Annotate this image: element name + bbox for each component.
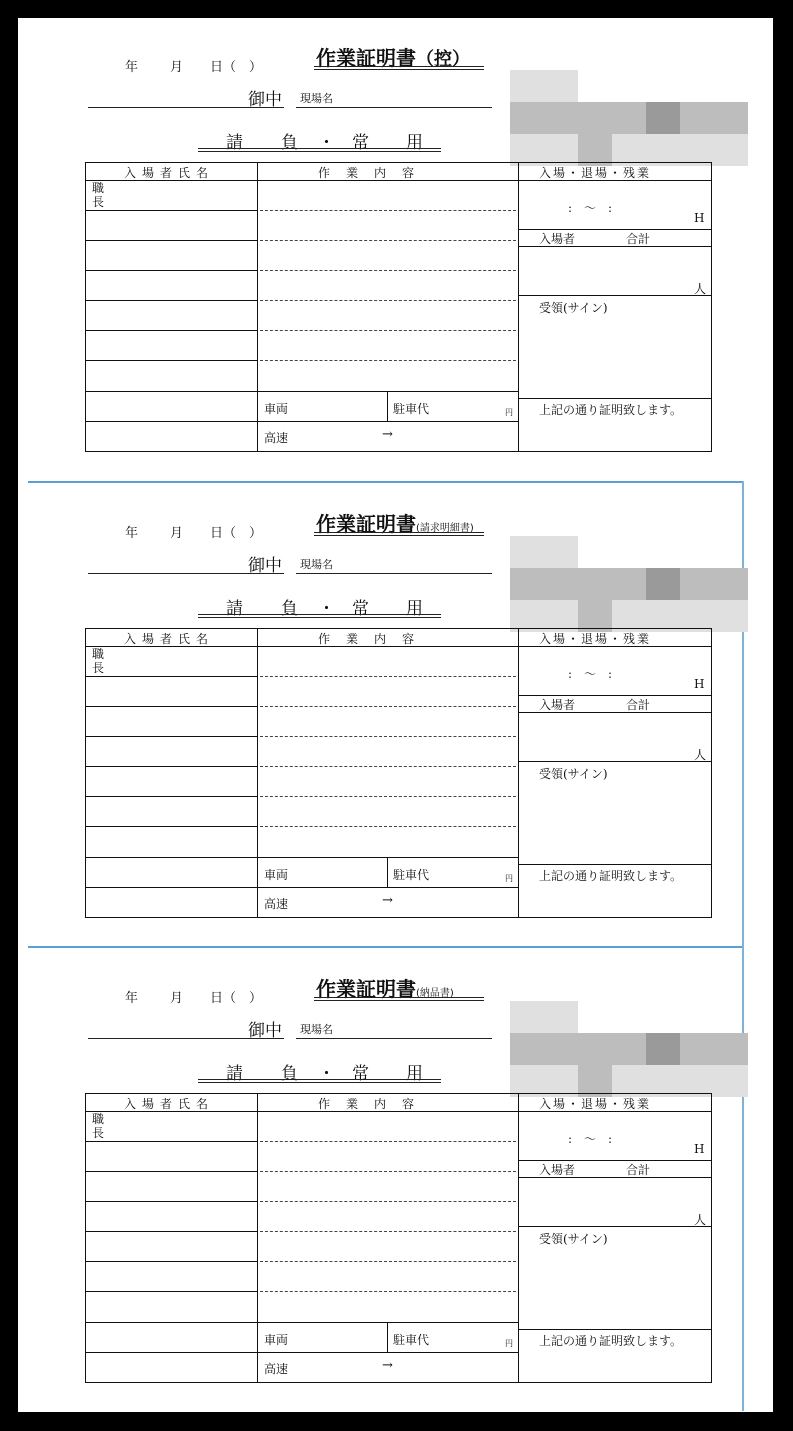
header-entrant-names: 入場者氏名 xyxy=(124,632,215,646)
time-range-label: : 〜 : xyxy=(568,201,613,215)
category-separator: ・ xyxy=(318,1064,336,1084)
slip-3 xyxy=(0,931,793,1401)
category-underline xyxy=(198,614,441,618)
stamp-cell xyxy=(612,536,646,568)
form-title-text: 作業証明書 xyxy=(316,512,416,536)
header-entry-exit-overtime: 入場・退場・残業 xyxy=(539,1097,652,1111)
col-divider xyxy=(518,163,519,451)
highway-label: 高速 xyxy=(264,431,289,445)
client-name-line[interactable] xyxy=(88,107,284,108)
stamp-cell xyxy=(680,102,714,134)
category-separator: ・ xyxy=(318,599,336,619)
stamp-cell xyxy=(510,1001,544,1033)
site-name-label: 現場名 xyxy=(300,92,333,105)
yen-unit: 円 xyxy=(505,408,513,417)
stamp-cell xyxy=(714,1001,748,1033)
stamp-cell xyxy=(544,102,578,134)
hours-unit: H xyxy=(694,211,705,225)
col-divider xyxy=(518,1094,519,1382)
category-joyo-1: 常 xyxy=(352,1064,370,1084)
row-divider xyxy=(86,421,518,422)
category-underline xyxy=(198,1079,441,1083)
work-line[interactable] xyxy=(260,330,516,331)
site-name-line[interactable] xyxy=(296,107,492,108)
col-divider xyxy=(257,629,258,917)
certification-text: 上記の通り証明致します。 xyxy=(539,869,683,883)
category-ukeoi-2: 負 xyxy=(281,1064,299,1084)
row-divider xyxy=(86,1171,257,1172)
date-day-label: 日（ ） xyxy=(210,526,263,541)
vehicle-label: 車両 xyxy=(264,868,289,882)
yen-unit: 円 xyxy=(505,1339,513,1348)
col-divider xyxy=(257,1094,258,1382)
site-name-line[interactable] xyxy=(296,573,492,574)
site-name-label: 現場名 xyxy=(300,1023,333,1036)
work-line[interactable] xyxy=(260,240,516,241)
receipt-signature-label: 受領(サイン) xyxy=(539,1232,608,1246)
parking-fee-label: 駐車代 xyxy=(393,868,430,882)
category-ukeoi-1: 請 xyxy=(226,133,244,153)
row-divider xyxy=(86,1231,257,1232)
date-month-label: 月 xyxy=(170,60,184,75)
form-title-text: 作業証明書 xyxy=(316,46,416,70)
stamp-cell xyxy=(510,1033,544,1065)
row-divider xyxy=(86,1201,257,1202)
onchu-label: 御中 xyxy=(248,90,282,110)
stamp-cell xyxy=(680,1001,714,1033)
work-line[interactable] xyxy=(260,1171,516,1172)
stamp-cell xyxy=(544,1001,578,1033)
stamp-cell xyxy=(510,102,544,134)
highway-label: 高速 xyxy=(264,1362,289,1376)
highway-arrow: → xyxy=(382,893,393,908)
col-divider xyxy=(387,1322,388,1352)
date-month-label: 月 xyxy=(170,526,184,541)
stamp-cell xyxy=(714,568,748,600)
row-divider xyxy=(518,761,711,762)
row-divider xyxy=(86,676,257,677)
stamp-cell xyxy=(714,102,748,134)
people-unit: 人 xyxy=(694,1213,707,1227)
stamp-row xyxy=(510,102,748,134)
site-name-label: 現場名 xyxy=(300,558,333,571)
yen-unit: 円 xyxy=(505,874,513,883)
category-separator: ・ xyxy=(318,133,336,153)
category-joyo-1: 常 xyxy=(352,133,370,153)
work-line[interactable] xyxy=(260,1231,516,1232)
certification-text: 上記の通り証明致します。 xyxy=(539,1334,683,1348)
stamp-cell xyxy=(714,134,748,166)
slip-2 xyxy=(0,466,793,936)
work-line[interactable] xyxy=(260,676,516,677)
stamp-cell xyxy=(680,1033,714,1065)
row-divider xyxy=(86,360,257,361)
work-line[interactable] xyxy=(260,1141,516,1142)
stamp-cell xyxy=(646,70,680,102)
company-stamp-blurred xyxy=(510,70,748,166)
site-name-line[interactable] xyxy=(296,1038,492,1039)
stamp-cell xyxy=(612,102,646,134)
stamp-row xyxy=(510,1001,748,1033)
entrants-label: 入場者 xyxy=(539,1163,576,1177)
stamp-cell xyxy=(646,568,680,600)
entrants-label: 入場者 xyxy=(539,698,576,712)
row-divider xyxy=(86,1141,257,1142)
company-stamp-blurred xyxy=(510,1001,748,1097)
row-divider xyxy=(86,796,257,797)
stamp-cell xyxy=(612,1001,646,1033)
date-year-label: 年 xyxy=(125,60,139,75)
entrants-label: 入場者 xyxy=(539,232,576,246)
date-day-label: 日（ ） xyxy=(210,60,263,75)
stamp-row xyxy=(510,1033,748,1065)
stamp-cell xyxy=(714,70,748,102)
row-divider xyxy=(86,1261,257,1262)
highway-label: 高速 xyxy=(264,897,289,911)
date-year-label: 年 xyxy=(125,991,139,1006)
time-range-label: : 〜 : xyxy=(568,1132,613,1146)
header-entry-exit-overtime: 入場・退場・残業 xyxy=(539,632,652,646)
date-year-label: 年 xyxy=(125,526,139,541)
work-line[interactable] xyxy=(260,796,516,797)
stamp-cell xyxy=(680,536,714,568)
col-divider xyxy=(257,163,258,451)
stamp-row xyxy=(510,70,748,102)
onchu-label: 御中 xyxy=(248,556,282,576)
row-divider xyxy=(86,1322,518,1323)
total-label: 合計 xyxy=(626,1163,651,1177)
total-label: 合計 xyxy=(626,698,651,712)
stamp-row xyxy=(510,568,748,600)
stamp-cell xyxy=(510,568,544,600)
hours-unit: H xyxy=(694,1142,705,1156)
row-divider xyxy=(86,887,518,888)
stamp-cell xyxy=(544,70,578,102)
date-month-label: 月 xyxy=(170,991,184,1006)
work-line[interactable] xyxy=(260,766,516,767)
form-subtitle: （控） xyxy=(416,49,470,70)
category-joyo-2: 用 xyxy=(406,599,424,619)
work-line[interactable] xyxy=(260,1201,516,1202)
form-subtitle: (納品書) xyxy=(416,988,454,999)
row-divider xyxy=(86,391,518,392)
foreman-label: 職 長 xyxy=(92,1112,105,1140)
stamp-cell xyxy=(646,1001,680,1033)
stamp-cell xyxy=(646,536,680,568)
row-divider xyxy=(86,706,257,707)
vehicle-label: 車両 xyxy=(264,1333,289,1347)
stamp-cell xyxy=(714,1033,748,1065)
row-divider xyxy=(86,857,518,858)
highway-arrow: → xyxy=(382,427,393,442)
category-ukeoi-2: 負 xyxy=(281,133,299,153)
stamp-cell xyxy=(714,1065,748,1097)
stamp-cell xyxy=(578,1033,612,1065)
category-ukeoi-1: 請 xyxy=(226,599,244,619)
stamp-cell xyxy=(544,568,578,600)
people-unit: 人 xyxy=(694,282,707,296)
header-entry-exit-overtime: 入場・退場・残業 xyxy=(539,166,652,180)
total-label: 合計 xyxy=(626,232,651,246)
work-line[interactable] xyxy=(260,1291,516,1292)
row-divider xyxy=(86,766,257,767)
stamp-cell xyxy=(578,102,612,134)
col-divider xyxy=(387,391,388,421)
work-line[interactable] xyxy=(260,736,516,737)
stamp-cell xyxy=(714,600,748,632)
category-ukeoi-2: 負 xyxy=(281,599,299,619)
hours-unit: H xyxy=(694,677,705,691)
row-divider xyxy=(518,1226,711,1227)
stamp-cell xyxy=(612,70,646,102)
stamp-cell xyxy=(578,70,612,102)
stamp-cell xyxy=(510,70,544,102)
title-underline xyxy=(314,997,484,1001)
row-divider xyxy=(86,210,257,211)
stamp-cell xyxy=(680,568,714,600)
row-divider xyxy=(518,1329,711,1330)
category-joyo-2: 用 xyxy=(406,1064,424,1084)
receipt-signature-label: 受領(サイン) xyxy=(539,767,608,781)
work-line[interactable] xyxy=(260,706,516,707)
row-divider xyxy=(86,270,257,271)
row-divider xyxy=(518,398,711,399)
work-table xyxy=(85,162,712,452)
certification-text: 上記の通り証明致します。 xyxy=(539,403,683,417)
row-divider xyxy=(86,826,257,827)
vehicle-label: 車両 xyxy=(264,402,289,416)
work-line[interactable] xyxy=(260,826,516,827)
time-range-label: : 〜 : xyxy=(568,667,613,681)
stamp-cell xyxy=(510,536,544,568)
slip-1 xyxy=(0,0,793,470)
row-divider xyxy=(86,300,257,301)
work-line[interactable] xyxy=(260,210,516,211)
row-divider xyxy=(518,864,711,865)
col-divider xyxy=(387,857,388,887)
work-table xyxy=(85,1093,712,1383)
category-joyo-1: 常 xyxy=(352,599,370,619)
parking-fee-label: 駐車代 xyxy=(393,402,430,416)
company-stamp-blurred xyxy=(510,536,748,632)
client-name-line[interactable] xyxy=(88,573,284,574)
stamp-cell xyxy=(544,536,578,568)
work-line[interactable] xyxy=(260,300,516,301)
row-divider xyxy=(86,1291,257,1292)
category-joyo-2: 用 xyxy=(406,133,424,153)
row-divider xyxy=(86,1352,518,1353)
header-entrant-names: 入場者氏名 xyxy=(124,1097,215,1111)
stamp-cell xyxy=(544,1033,578,1065)
stamp-cell xyxy=(646,1033,680,1065)
row-divider xyxy=(86,240,257,241)
row-divider xyxy=(518,295,711,296)
form-subtitle: (請求明細書) xyxy=(416,523,474,534)
highway-arrow: → xyxy=(382,1358,393,1373)
foreman-label: 職 長 xyxy=(92,647,105,675)
row-divider xyxy=(86,736,257,737)
category-underline xyxy=(198,148,441,152)
stamp-cell xyxy=(612,1033,646,1065)
title-underline xyxy=(314,66,484,70)
stamp-cell xyxy=(680,70,714,102)
receipt-signature-label: 受領(サイン) xyxy=(539,301,608,315)
people-unit: 人 xyxy=(694,748,707,762)
stamp-cell xyxy=(578,568,612,600)
stamp-cell xyxy=(578,1001,612,1033)
stamp-cell xyxy=(578,536,612,568)
parking-fee-label: 駐車代 xyxy=(393,1333,430,1347)
stamp-cell xyxy=(714,536,748,568)
work-line[interactable] xyxy=(260,270,516,271)
header-work-content: 作 業 内 容 xyxy=(318,1097,417,1111)
work-line[interactable] xyxy=(260,1261,516,1262)
stamp-row xyxy=(510,536,748,568)
header-work-content: 作 業 内 容 xyxy=(318,166,417,180)
client-name-line[interactable] xyxy=(88,1038,284,1039)
work-table xyxy=(85,628,712,918)
header-entrant-names: 入場者氏名 xyxy=(124,166,215,180)
stamp-cell xyxy=(646,102,680,134)
row-divider xyxy=(86,330,257,331)
date-day-label: 日（ ） xyxy=(210,991,263,1006)
col-divider xyxy=(518,629,519,917)
work-line[interactable] xyxy=(260,360,516,361)
title-underline xyxy=(314,532,484,536)
header-work-content: 作 業 内 容 xyxy=(318,632,417,646)
form-title-text: 作業証明書 xyxy=(316,977,416,1001)
category-ukeoi-1: 請 xyxy=(226,1064,244,1084)
foreman-label: 職 長 xyxy=(92,181,105,209)
stamp-cell xyxy=(612,568,646,600)
onchu-label: 御中 xyxy=(248,1021,282,1041)
